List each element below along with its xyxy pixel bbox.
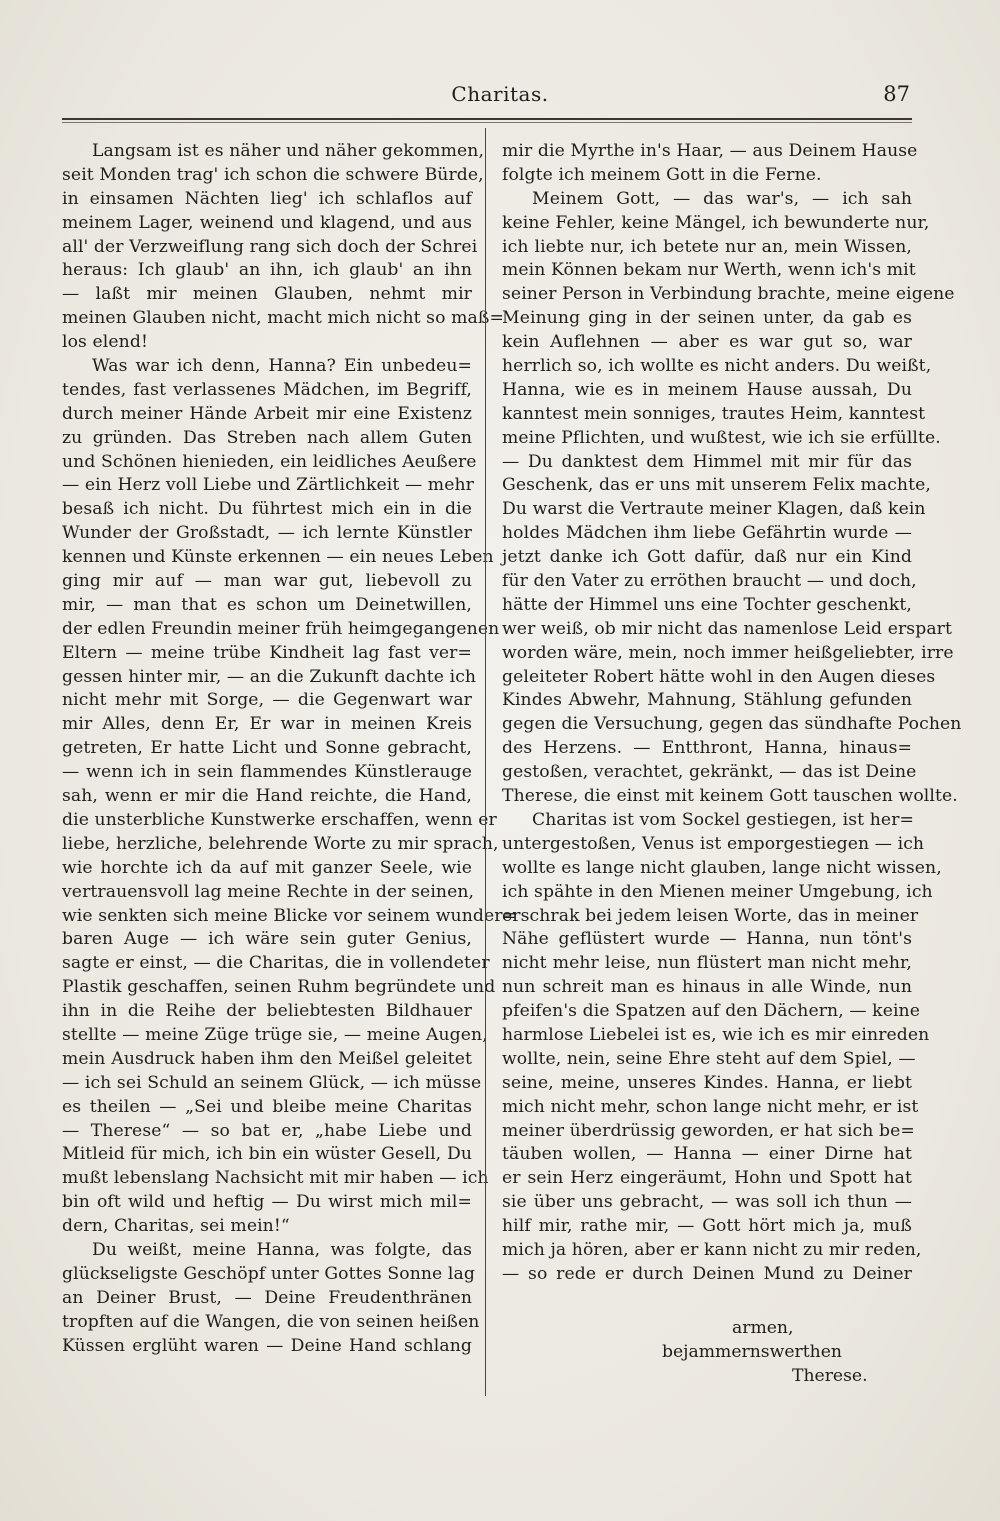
text-line: geleiteter Robert hätte wohl in den Augen dieses bbox=[502, 666, 936, 687]
text-line: ging mir auf — man war gut, liebevoll zu bbox=[62, 571, 472, 592]
text-line: — so rede er durch Deinen Mund zu Deiner bbox=[502, 1263, 912, 1284]
right-column bbox=[502, 140, 962, 1287]
header-rule bbox=[62, 118, 912, 120]
text-line: liebe, herzliche, belehrende Worte zu mir sprach, bbox=[62, 833, 499, 854]
text-line: Eltern — meine trübe Kindheit lag fast ver= bbox=[62, 642, 472, 663]
text-line: kanntest mein sonniges, trautes Heim, kanntest bbox=[502, 403, 926, 424]
text-line: meine Pflichten, und wußtest, wie ich sie erfüllte. bbox=[502, 427, 941, 448]
text-line: es theilen — „Sei und bleibe meine Charitas bbox=[62, 1096, 472, 1117]
text-line: er sein Herz eingeräumt, Hohn und Spott hat bbox=[502, 1168, 912, 1189]
text-line: Du weißt, meine Hanna, was folgte, das bbox=[92, 1239, 472, 1260]
text-line: worden wäre, mein, noch immer heißgeliebter, irre bbox=[502, 642, 954, 663]
text-line: — Therese“ — so bat er, „habe Liebe und bbox=[62, 1120, 472, 1141]
text-line: ich liebte nur, ich betete nur an, mein Wissen, bbox=[502, 236, 912, 257]
text-line: Plastik geschaffen, seinen Ruhm begründete und bbox=[62, 977, 496, 998]
text-line: stellte — meine Züge trüge sie, — meine Augen, bbox=[62, 1024, 488, 1045]
text-line: bin oft wild und heftig — Du wirst mich mil= bbox=[62, 1192, 472, 1213]
text-line: meiner überdrüssig geworden, er hat sich be= bbox=[502, 1120, 915, 1141]
left-column bbox=[62, 140, 518, 1358]
text-line: keine Fehler, keine Mängel, ich bewunderte nur, bbox=[502, 212, 930, 233]
text-line: mußt lebenslang Nachsicht mit mir haben — ich bbox=[62, 1168, 489, 1189]
text-line: baren Auge — ich wäre sein guter Genius, bbox=[62, 929, 472, 950]
text-line: pfeifen's die Spatzen auf den Dächern, — keine bbox=[502, 1001, 920, 1022]
text-line: nicht mehr leise, nun flüstert man nicht mehr, bbox=[502, 953, 912, 974]
text-line: wer weiß, ob mir nicht das namenlose Leid erspart bbox=[502, 618, 952, 639]
text-line: der edlen Freundin meiner früh heimgegangenen bbox=[62, 618, 500, 639]
text-line: Wunder der Großstadt, — ich lernte Künstler bbox=[62, 523, 472, 544]
text-line: an Deiner Brust, — Deine Freudenthränen bbox=[62, 1287, 472, 1308]
text-line: und Schönen hienieden, ein leidliches Aeußere bbox=[62, 451, 477, 472]
text-line: holdes Mädchen ihm liebe Gefährtin wurde — bbox=[502, 523, 912, 544]
text-line: mich nicht mehr, schon lange nicht mehr, er ist bbox=[502, 1096, 919, 1117]
text-line: vertrauensvoll lag meine Rechte in der seinen, bbox=[62, 881, 475, 902]
text-line: wollte, nein, seine Ehre steht auf dem Spiel, — bbox=[502, 1048, 916, 1069]
text-line: all' der Verzweiflung rang sich doch der Schrei bbox=[62, 236, 478, 257]
text-line: mir Alles, denn Er, Er war in meinen Kreis bbox=[62, 714, 472, 735]
running-title: Charitas. bbox=[451, 82, 549, 106]
text-line: — ein Herz voll Liebe und Zärtlichkeit — mehr bbox=[62, 475, 474, 496]
text-line: Therese, die einst mit keinem Gott tauschen wollte. bbox=[502, 786, 958, 807]
text-line: kein Auflehnen — aber es war gut so, war bbox=[502, 332, 912, 353]
text-line: besaß ich nicht. Du führtest mich ein in die bbox=[62, 499, 472, 520]
text-line: Geschenk, das er uns mit unserem Felix machte, bbox=[502, 475, 931, 496]
text-line: tropften auf die Wangen, die von seinen heißen bbox=[62, 1311, 480, 1332]
text-line: Nähe geflüstert wurde — Hanna, nun tönt's bbox=[502, 929, 912, 950]
text-line: Hanna, wie es in meinem Hause aussah, Du bbox=[502, 379, 912, 400]
text-line: in einsamen Nächten lieg' ich schlaflos auf bbox=[62, 188, 472, 209]
text-line: harmlose Liebelei ist es, wie ich es mir einreden bbox=[502, 1024, 930, 1045]
text-line: herrlich so, ich wollte es nicht anders. Du weißt, bbox=[502, 356, 932, 377]
text-line: mir, — man that es schon um Deinetwillen, bbox=[62, 594, 472, 615]
text-line: — Du danktest dem Himmel mit mir für das bbox=[502, 451, 912, 472]
text-line: wollte es lange nicht glauben, lange nicht wissen, bbox=[502, 857, 942, 878]
text-line: Kindes Abwehr, Mahnung, Stählung gefunden bbox=[502, 690, 912, 711]
page-number: 87 bbox=[883, 82, 910, 106]
text-line: mein Können bekam nur Werth, wenn ich's mit bbox=[502, 260, 916, 281]
text-line: — laßt mir meinen Glauben, nehmt mir bbox=[62, 284, 472, 305]
text-line: folgte ich meinem Gott in die Ferne. bbox=[502, 164, 822, 185]
text-line: kennen und Künste erkennen — ein neues Leben bbox=[62, 547, 494, 568]
text-line: nicht mehr mit Sorge, — die Gegenwart war bbox=[62, 690, 472, 711]
signature-therese: Therese. bbox=[792, 1366, 868, 1386]
text-line: sie über uns gebracht, — was soll ich thun — bbox=[502, 1192, 912, 1213]
text-line: dern, Charitas, sei mein!“ bbox=[62, 1216, 290, 1237]
text-line: die unsterbliche Kunstwerke erschaffen, wenn er bbox=[62, 809, 497, 830]
text-line: seine, meine, unseres Kindes. Hanna, er liebt bbox=[502, 1072, 912, 1093]
closing-line-bejammernswerthen: bejammernswerthen bbox=[662, 1342, 842, 1362]
text-line: meinen Glauben nicht, macht mich nicht so maß= bbox=[62, 308, 504, 329]
text-line: des Herzens. — Entthront, Hanna, hinaus= bbox=[502, 738, 912, 759]
text-line: Was war ich denn, Hanna? Ein unbedeu= bbox=[92, 356, 472, 377]
text-line: meinem Lager, weinend und klagend, und aus bbox=[62, 212, 472, 233]
text-line: gegen die Versuchung, gegen das sündhafte Pochen bbox=[502, 714, 962, 735]
text-line: glückseligste Geschöpf unter Gottes Sonne lag bbox=[62, 1263, 475, 1284]
text-line: Meinem Gott, — das war's, — ich sah bbox=[532, 188, 912, 209]
text-line: — wenn ich in sein flammendes Künstlerauge bbox=[62, 762, 472, 783]
text-line: sah, wenn er mir die Hand reichte, die Hand, bbox=[62, 786, 472, 807]
text-line: seit Monden trag' ich schon die schwere Bürde, bbox=[62, 164, 484, 185]
text-line: zu gründen. Das Streben nach allem Guten bbox=[62, 427, 472, 448]
text-line: Du warst die Vertraute meiner Klagen, daß kein bbox=[502, 499, 926, 520]
text-line: hilf mir, rathe mir, — Gott hört mich ja, muß bbox=[502, 1216, 912, 1237]
text-line: gestoßen, verachtet, gekränkt, — das ist Deine bbox=[502, 762, 917, 783]
text-line: hätte der Himmel uns eine Tochter geschenkt, bbox=[502, 594, 912, 615]
text-line: Mitleid für mich, ich bin ein wüster Gesell, Du bbox=[62, 1144, 472, 1165]
text-line: für den Vater zu erröthen braucht — und doch, bbox=[502, 571, 917, 592]
column-divider bbox=[485, 128, 486, 1396]
text-line: mein Ausdruck haben ihm den Meißel geleitet bbox=[62, 1048, 472, 1069]
text-line: Küssen erglüht waren — Deine Hand schlang bbox=[62, 1335, 472, 1356]
text-line: wie senkten sich meine Blicke vor seinem wunder= bbox=[62, 905, 518, 926]
text-line: durch meiner Hände Arbeit mir eine Existenz bbox=[62, 403, 472, 424]
text-line: Meinung ging in der seinen unter, da gab es bbox=[502, 308, 912, 329]
text-line: wie horchte ich da auf mit ganzer Seele, wie bbox=[62, 857, 472, 878]
closing-line-armen: armen, bbox=[732, 1318, 794, 1338]
text-line: seiner Person in Verbindung brachte, meine eigene bbox=[502, 284, 955, 305]
text-line: ihn in die Reihe der beliebtesten Bildhauer bbox=[62, 1001, 472, 1022]
text-line: erschrak bei jedem leisen Worte, das in meiner bbox=[502, 905, 919, 926]
text-line: — ich sei Schuld an seinem Glück, — ich müsse bbox=[62, 1072, 482, 1093]
text-line: sagte er einst, — die Charitas, die in vollendeter bbox=[62, 953, 490, 974]
text-line: getreten, Er hatte Licht und Sonne gebracht, bbox=[62, 738, 472, 759]
text-line: Charitas ist vom Sockel gestiegen, ist her= bbox=[532, 809, 915, 830]
text-line: nun schreit man es hinaus in alle Winde, nun bbox=[502, 977, 912, 998]
text-line: Langsam ist es näher und näher gekommen, bbox=[92, 141, 485, 161]
text-line: heraus: Ich glaub' an ihn, ich glaub' an ihn bbox=[62, 260, 472, 281]
text-line: jetzt danke ich Gott dafür, daß nur ein Kind bbox=[502, 547, 912, 568]
text-line: untergestoßen, Venus ist emporgestiegen — ich bbox=[502, 833, 925, 854]
text-line: los elend! bbox=[62, 332, 148, 353]
text-line: tendes, fast verlassenes Mädchen, im Begriff, bbox=[62, 379, 472, 400]
text-line: mich ja hören, aber er kann nicht zu mir reden, bbox=[502, 1239, 922, 1260]
text-line: gessen hinter mir, — an die Zukunft dachte ich bbox=[62, 666, 477, 687]
text-line: ich spähte in den Mienen meiner Umgebung, ich bbox=[502, 881, 933, 902]
header-rule-thin bbox=[62, 122, 912, 123]
text-line: mir die Myrthe in's Haar, — aus Deinem Hause bbox=[502, 141, 918, 161]
text-line: täuben wollen, — Hanna — einer Dirne hat bbox=[502, 1144, 912, 1165]
